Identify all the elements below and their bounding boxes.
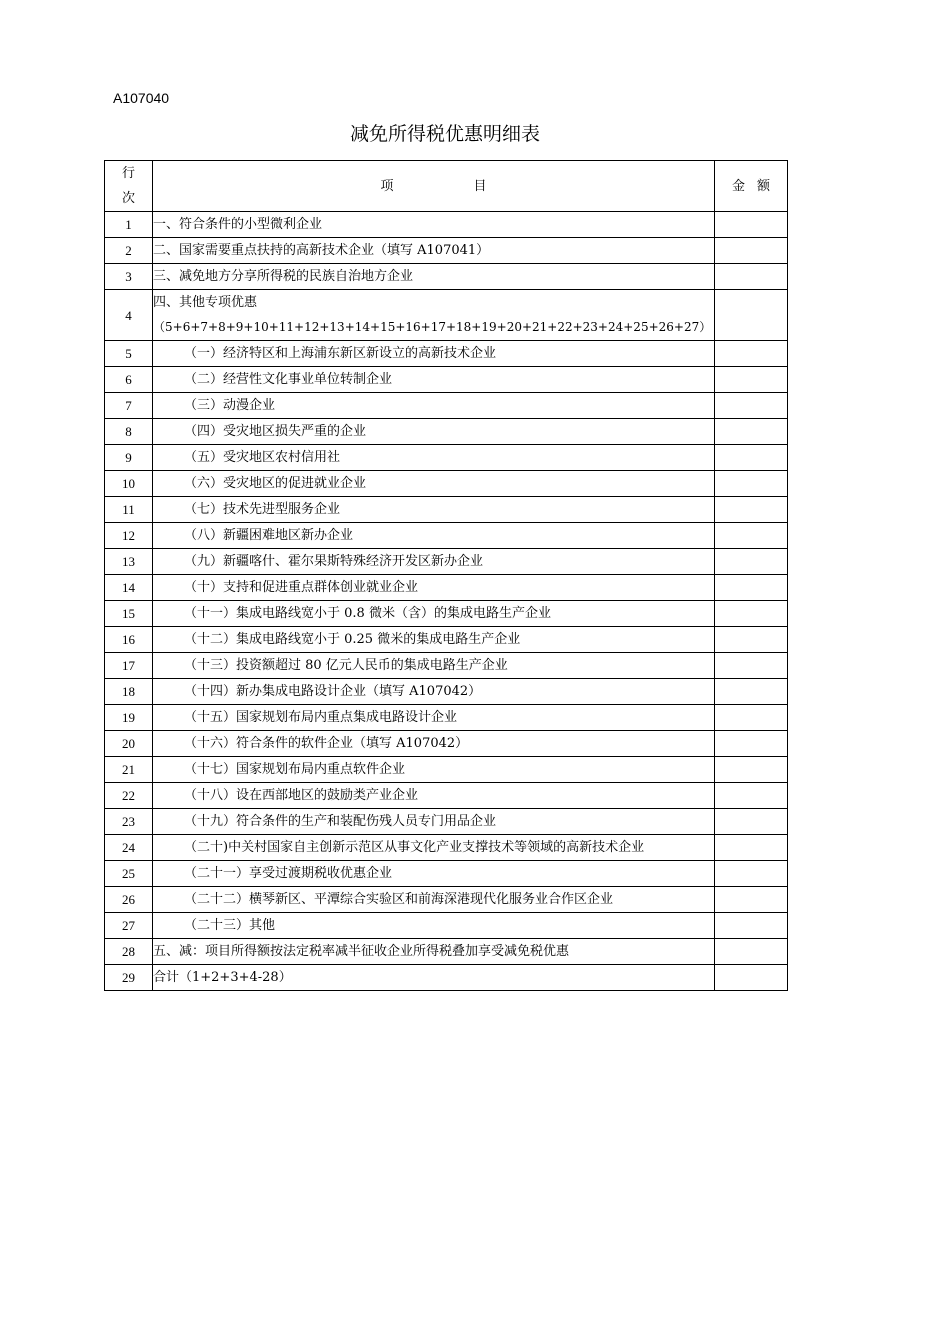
row-item: （二）经营性文化事业单位转制企业 [153, 367, 715, 393]
row-item: 二、国家需要重点扶持的高新技术企业（填写 A107041） [153, 238, 715, 264]
row-item: （十）支持和促进重点群体创业就业企业 [153, 575, 715, 601]
table-row [105, 861, 788, 887]
amount-cell[interactable] [715, 341, 788, 367]
row-number: 25 [105, 861, 153, 887]
row-item: （五）受灾地区农村信用社 [153, 445, 715, 471]
amount-cell[interactable] [715, 471, 788, 497]
table-row [105, 367, 788, 393]
header-item-1: 项 [380, 178, 394, 194]
table-row [105, 290, 788, 341]
row-number: 15 [105, 601, 153, 627]
amount-cell[interactable] [715, 601, 788, 627]
amount-cell[interactable] [715, 653, 788, 679]
row-item: （八）新疆困难地区新办企业 [153, 523, 715, 549]
row-item: （六）受灾地区的促进就业企业 [153, 471, 715, 497]
row-item-line-1: 四、其他专项优惠 [153, 295, 258, 310]
amount-cell[interactable] [715, 679, 788, 705]
amount-cell[interactable] [715, 939, 788, 965]
amount-cell[interactable] [715, 445, 788, 471]
table-row [105, 497, 788, 523]
table-row [105, 705, 788, 731]
table-row [105, 679, 788, 705]
tax-relief-table [104, 160, 788, 991]
table-row [105, 783, 788, 809]
table-row [105, 549, 788, 575]
table-row [105, 445, 788, 471]
row-number: 2 [105, 238, 153, 264]
amount-cell[interactable] [715, 212, 788, 238]
row-item: （一）经济特区和上海浦东新区新设立的高新技术企业 [153, 341, 715, 367]
table-row [105, 601, 788, 627]
amount-cell[interactable] [715, 497, 788, 523]
row-item: 三、减免地方分享所得税的民族自治地方企业 [153, 264, 715, 290]
row-number: 24 [105, 835, 153, 861]
table-row [105, 731, 788, 757]
row-number: 27 [105, 913, 153, 939]
row-item: （十八）设在西部地区的鼓励类产业企业 [153, 783, 715, 809]
row-number: 12 [105, 523, 153, 549]
row-number: 13 [105, 549, 153, 575]
row-number: 1 [105, 212, 153, 238]
table-row [105, 393, 788, 419]
amount-cell[interactable] [715, 549, 788, 575]
table-row [105, 809, 788, 835]
table-row [105, 523, 788, 549]
amount-cell[interactable] [715, 627, 788, 653]
header-row-number-2: 次 [121, 191, 135, 206]
row-number: 3 [105, 264, 153, 290]
row-number: 23 [105, 809, 153, 835]
table-row [105, 939, 788, 965]
table-row [105, 887, 788, 913]
header-amount-2: 额 [757, 178, 771, 194]
table-row [105, 238, 788, 264]
table-row [105, 757, 788, 783]
amount-cell[interactable] [715, 757, 788, 783]
row-item-multiline [153, 290, 715, 341]
header-amount [715, 161, 788, 212]
row-item: （四）受灾地区损失严重的企业 [153, 419, 715, 445]
amount-cell[interactable] [715, 835, 788, 861]
table-row [105, 575, 788, 601]
form-code: A107040 [113, 90, 170, 106]
row-number: 20 [105, 731, 153, 757]
row-number: 17 [105, 653, 153, 679]
row-item-line-2: （5+6+7+8+9+10+11+12+13+14+15+16+17+18+19+20+21+22+23+24+25+26+27） [153, 320, 712, 334]
row-item: （十二）集成电路线宽小于 0.25 微米的集成电路生产企业 [153, 627, 715, 653]
row-item: 合计（1+2+3+4-28） [153, 965, 715, 991]
row-number: 8 [105, 419, 153, 445]
amount-cell[interactable] [715, 393, 788, 419]
amount-cell[interactable] [715, 731, 788, 757]
amount-cell[interactable] [715, 367, 788, 393]
amount-cell[interactable] [715, 575, 788, 601]
row-number: 9 [105, 445, 153, 471]
row-item: 一、符合条件的小型微利企业 [153, 212, 715, 238]
row-item: （十七）国家规划布局内重点软件企业 [153, 757, 715, 783]
row-number: 29 [105, 965, 153, 991]
row-number: 18 [105, 679, 153, 705]
row-number: 6 [105, 367, 153, 393]
table-row [105, 835, 788, 861]
table-row [105, 653, 788, 679]
row-number: 7 [105, 393, 153, 419]
amount-cell[interactable] [715, 887, 788, 913]
table-row [105, 264, 788, 290]
amount-cell[interactable] [715, 705, 788, 731]
table-row [105, 212, 788, 238]
table-row [105, 913, 788, 939]
row-number: 4 [105, 290, 153, 341]
row-number: 26 [105, 887, 153, 913]
amount-cell[interactable] [715, 783, 788, 809]
table-row [105, 341, 788, 367]
row-item: （二十二）横琴新区、平潭综合实验区和前海深港现代化服务业合作区企业 [153, 887, 715, 913]
amount-cell[interactable] [715, 913, 788, 939]
amount-cell[interactable] [715, 264, 788, 290]
row-number: 10 [105, 471, 153, 497]
amount-cell[interactable] [715, 523, 788, 549]
row-item-wrapped [153, 835, 715, 861]
row-number: 21 [105, 757, 153, 783]
row-number: 14 [105, 575, 153, 601]
row-item: （二十一）享受过渡期税收优惠企业 [153, 861, 715, 887]
header-row-number-1: 行 [121, 166, 135, 181]
table-row [105, 471, 788, 497]
row-item: （七）技术先进型服务企业 [153, 497, 715, 523]
row-item: 五、减：项目所得额按法定税率减半征收企业所得税叠加享受减免税优惠 [153, 939, 715, 965]
amount-cell[interactable] [715, 809, 788, 835]
row-number: 11 [105, 497, 153, 523]
table-header-row [105, 161, 788, 212]
row-item: （十五）国家规划布局内重点集成电路设计企业 [153, 705, 715, 731]
row-item-text: （二十)中关村国家自主创新示范区从事文化产业支撑技术等领域的高新技术企业 [184, 840, 645, 855]
row-item: （十四）新办集成电路设计企业（填写 A107042） [153, 679, 715, 705]
row-item: （十一）集成电路线宽小于 0.8 微米（含）的集成电路生产企业 [153, 601, 715, 627]
row-item: （十六）符合条件的软件企业（填写 A107042） [153, 731, 715, 757]
header-row-number [105, 161, 153, 212]
row-number: 28 [105, 939, 153, 965]
form-title: 减免所得税优惠明细表 [349, 123, 540, 145]
row-number: 22 [105, 783, 153, 809]
table-row [105, 419, 788, 445]
header-item-2: 目 [473, 178, 487, 194]
row-item: （十三）投资额超过 80 亿元人民币的集成电路生产企业 [153, 653, 715, 679]
amount-cell[interactable] [715, 861, 788, 887]
row-item: （十九）符合条件的生产和装配伤残人员专门用品企业 [153, 809, 715, 835]
amount-cell[interactable] [715, 419, 788, 445]
row-item: （九）新疆喀什、霍尔果斯特殊经济开发区新办企业 [153, 549, 715, 575]
row-number: 5 [105, 341, 153, 367]
table-row [105, 627, 788, 653]
header-item [153, 161, 715, 212]
row-item: （二十三）其他 [153, 913, 715, 939]
row-number: 16 [105, 627, 153, 653]
header-amount-1: 金 [731, 178, 745, 194]
amount-cell[interactable] [715, 965, 788, 991]
row-item: （三）动漫企业 [153, 393, 715, 419]
table-row [105, 965, 788, 991]
row-number: 19 [105, 705, 153, 731]
amount-cell[interactable] [715, 290, 788, 341]
amount-cell[interactable] [715, 238, 788, 264]
